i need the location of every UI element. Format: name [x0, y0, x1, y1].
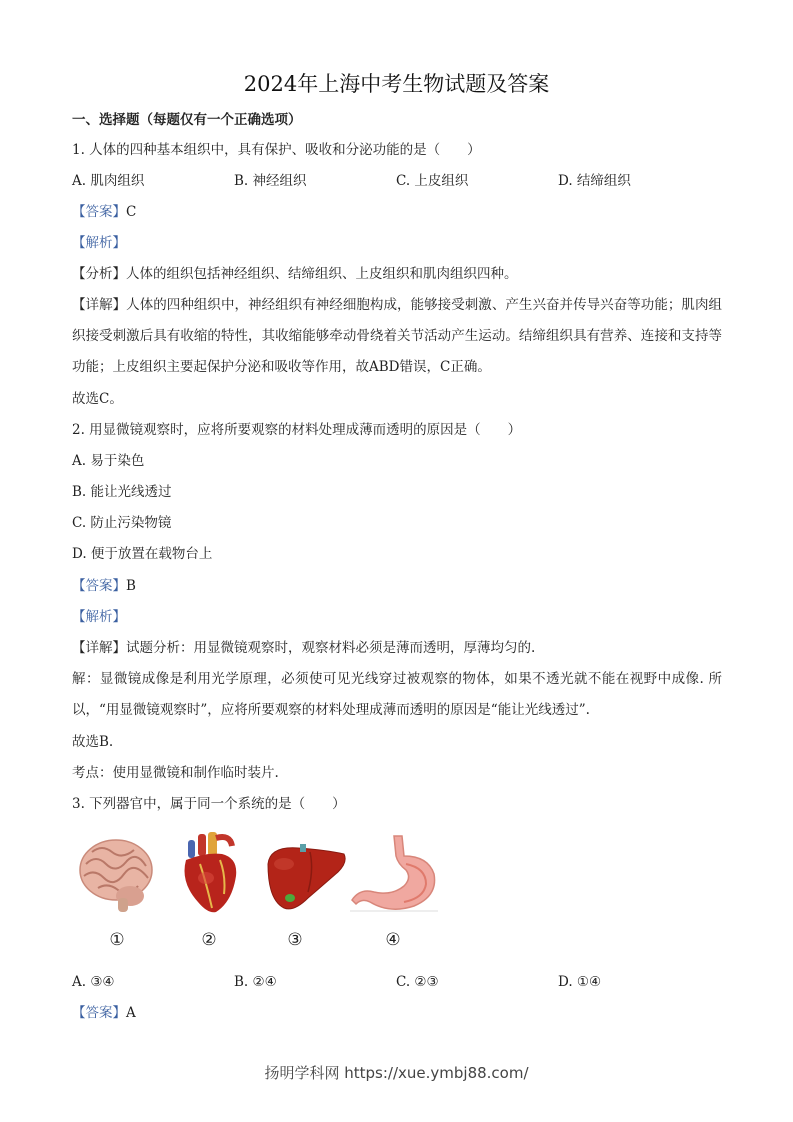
detail-text: 试题分析：用显微镜观察时，观察材料必须是薄而透明，厚薄均匀的.: [126, 640, 536, 656]
q3-stem: 3. 下列器官中，属于同一个系统的是（ ）: [72, 796, 346, 812]
stomach-icon: [350, 834, 438, 916]
page-footer: 扬明学科网 https://xue.ymbj88.com/: [264, 1064, 529, 1082]
q1-option-c: C. 上皮组织: [396, 173, 469, 189]
brain-icon: [78, 834, 154, 914]
q2-explain: 解：显微镜成像是利用光学原理，必须使可见光线穿过被观察的物体，如果不透光就不能在视野中成像. 所以，“用显微镜观察时”，应将所要观察的材料处理成薄而透明的原因是“能让光线透过”.: [72, 671, 722, 718]
liver-icon: [264, 842, 348, 914]
organ-label-2: ②: [201, 930, 217, 950]
q2-analysis-tag: 【解析】: [72, 609, 126, 625]
answer-tag: 【答案】: [72, 1005, 126, 1021]
q2-conclusion: 故选B.: [72, 734, 114, 750]
heart-icon: [176, 832, 242, 916]
q3-option-b: B. ②④: [234, 974, 277, 990]
detail-tag: 【详解】: [72, 640, 126, 656]
answer-tag: 【答案】: [72, 204, 126, 220]
answer-value: A: [126, 1005, 136, 1021]
detail-tag: 【详解】: [72, 297, 127, 313]
q3-option-c: C. ②③: [396, 974, 439, 990]
q2-option-b: B. 能让光线透过: [72, 484, 172, 500]
q1-answer: [72, 202, 136, 222]
fenxi-text: 人体的组织包括神经组织、结缔组织、上皮组织和肌肉组织四种。: [126, 266, 518, 282]
q3-answer: [72, 1003, 136, 1023]
q2-detail: [72, 638, 535, 658]
detail-text: 人体的四种组织中，神经组织有神经细胞构成，能够接受刺激、产生兴奋并传导兴奋等功能；肌肉组织接受刺激后具有收缩的特性，其收缩能够牵动骨绕着关节活动产生运动。结缔组织具有营养、连接和支持等功能；上皮组织主要起保护分泌和吸收等作用，故ABD错误，C正确。: [72, 297, 723, 375]
q1-fenxi: [72, 264, 518, 284]
q1-option-b: B. 神经组织: [234, 173, 307, 189]
q1-option-a: A. 肌肉组织: [72, 173, 145, 189]
answer-value: B: [126, 578, 136, 594]
q3-option-d: D. ①④: [558, 974, 602, 990]
organ-label-1: ①: [109, 930, 125, 950]
q2-option-d: D. 便于放置在载物台上: [72, 546, 213, 562]
q1-option-d: D. 结缔组织: [558, 173, 631, 189]
q3-option-a: A. ③④: [72, 974, 115, 990]
answer-value: C: [126, 204, 137, 220]
q2-kaodian: 考点：使用显微镜和制作临时装片.: [72, 765, 279, 781]
q1-conclusion: 故选C。: [72, 391, 123, 407]
q2-option-c: C. 防止污染物镜: [72, 515, 172, 531]
q2-option-a: A. 易于染色: [72, 453, 145, 469]
fenxi-tag: 【分析】: [72, 266, 126, 282]
section-heading: 一、选择题（每题仅有一个正确选项）: [72, 112, 302, 128]
page-title: 2024年上海中考生物试题及答案: [243, 72, 550, 96]
organ-label-3: ③: [287, 930, 303, 950]
q2-stem: 2. 用显微镜观察时，应将所要观察的材料处理成薄而透明的原因是（ ）: [72, 422, 522, 438]
answer-tag: 【答案】: [72, 578, 126, 594]
q1-analysis-tag: 【解析】: [72, 235, 126, 251]
q1-detail: [72, 290, 722, 383]
q2-answer: [72, 576, 136, 596]
organ-label-4: ④: [385, 930, 401, 950]
q1-stem: 1. 人体的四种基本组织中，具有保护、吸收和分泌功能的是（ ）: [72, 142, 481, 158]
